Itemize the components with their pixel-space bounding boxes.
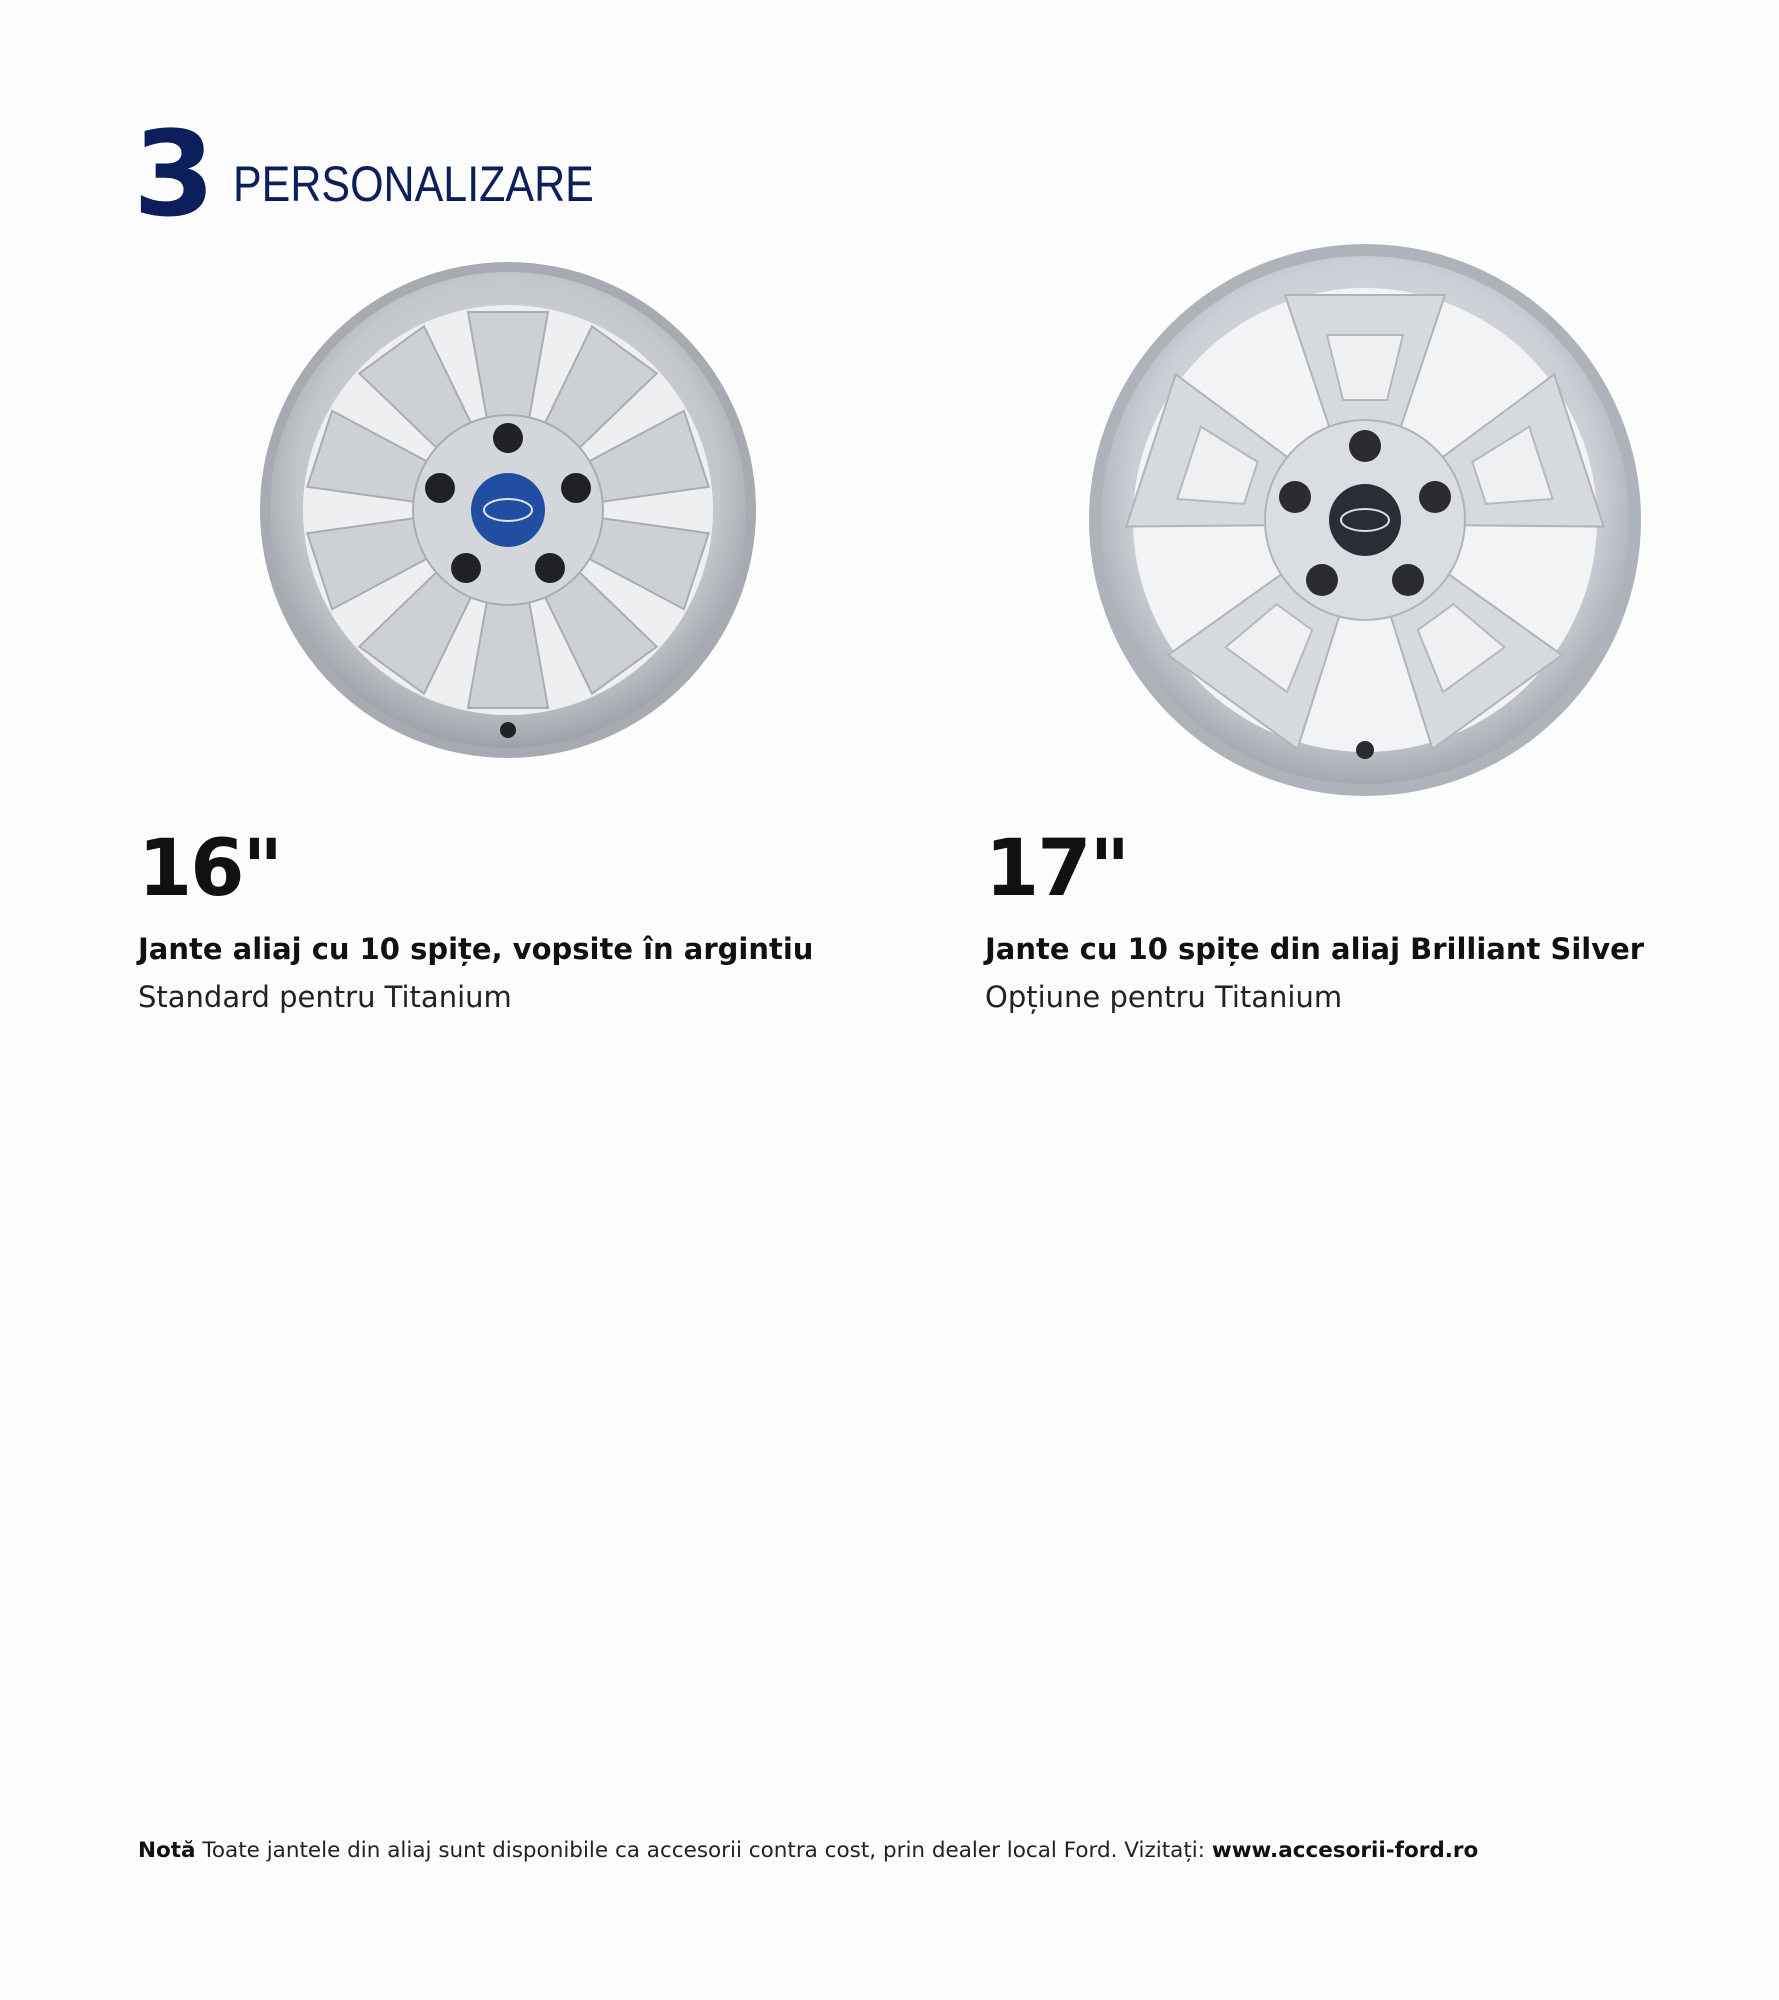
accessories-link[interactable]: www.accesorii-ford.ro xyxy=(1211,1838,1479,1863)
ford-hub-logo xyxy=(1329,484,1401,556)
wheel-availability: Standard pentru Titanium xyxy=(138,980,512,1014)
note-label: Notă xyxy=(138,1838,196,1863)
wheel-size: 16" xyxy=(138,824,282,914)
section-title: PERSONALIZARE xyxy=(233,156,594,212)
wheel-name: Jante aliaj cu 10 spițe, vopsite în argintiu xyxy=(138,932,814,966)
wheel-16-image xyxy=(258,260,758,760)
wheel-17-image xyxy=(1085,240,1645,800)
wheel-size: 17" xyxy=(985,824,1129,914)
section-number: 3 xyxy=(133,105,212,243)
wheel-name: Jante cu 10 spițe din aliaj Brilliant Silver xyxy=(985,932,1645,966)
note-text: Toate jantele din aliaj sunt disponibile ca accesorii contra cost, prin dealer local Ford. Vizitați: xyxy=(195,1838,1212,1863)
ford-hub-logo xyxy=(471,473,545,547)
footnote xyxy=(138,1838,1478,1863)
wheel-availability: Opțiune pentru Titanium xyxy=(985,980,1343,1014)
